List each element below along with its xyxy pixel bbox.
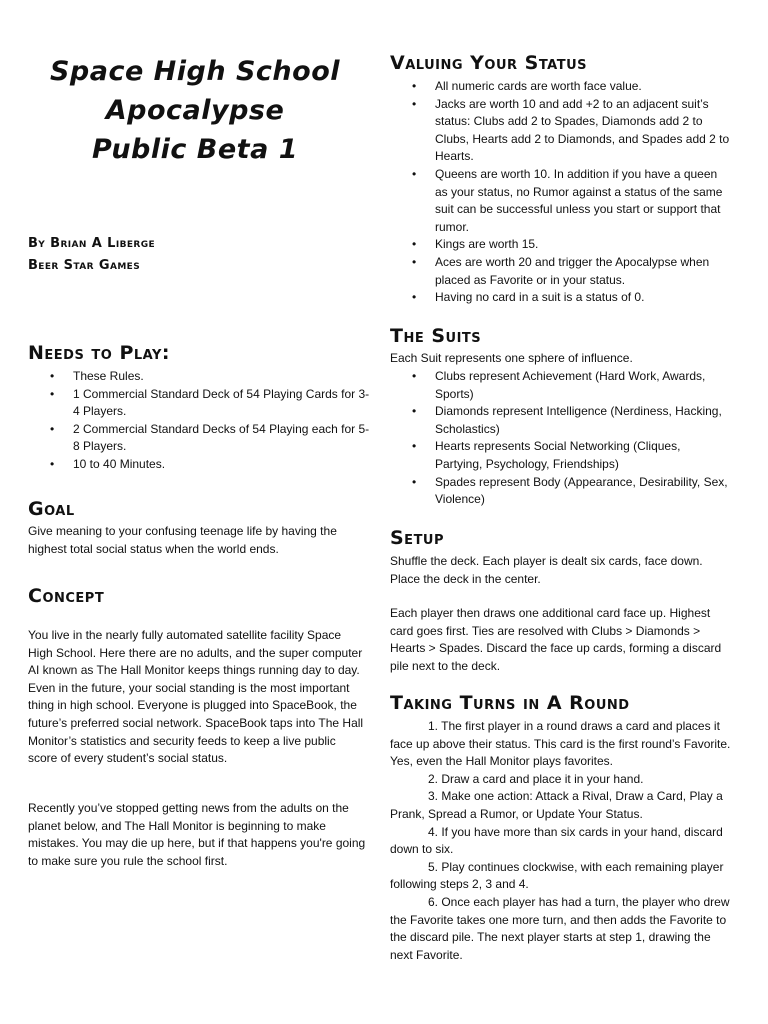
- publisher-name: Beer Star Games: [28, 258, 141, 273]
- title-line-1: Space High School: [49, 56, 341, 87]
- list-item: • 2 Commercial Standard Decks of 54 Playing each for 5-8 Players.: [28, 421, 370, 456]
- title-line-3: Public Beta 1: [92, 134, 298, 165]
- needs-heading: Needs to Play:: [28, 342, 171, 364]
- goal-heading: Goal: [28, 498, 75, 520]
- turn-step: 3. Make one action: Attack a Rival, Draw a Card, Play a Prank, Spread a Rumor, or Update Your Status.: [390, 789, 723, 821]
- list-item: • All numeric cards are worth face value.: [390, 78, 730, 96]
- turn-step: 2. Draw a card and place it in your hand.: [428, 771, 644, 786]
- author-name: By Brian A Liberge: [28, 236, 156, 251]
- turns-heading: Taking Turns in A Round: [390, 692, 630, 714]
- setup-paragraph-2: Each player then draws one additional card face up. Highest card goes first. Ties are resolved with Clubs > Diamonds > Hearts > Spades. Discard the face up cards, forming a discard pile next to the deck.: [390, 606, 722, 673]
- title-line-2: Apocalypse: [105, 95, 285, 126]
- list-item: • These Rules.: [28, 368, 370, 386]
- concept-heading: Concept: [28, 585, 105, 607]
- list-item: • Jacks are worth 10 and add +2 to an adjacent suit’s status: Clubs add 2 to Spades, Diamonds add 2 to Clubs, Hearts add 2 to Diamonds, and Spades add 2 to Hearts.: [390, 96, 730, 166]
- turn-step: 5. Play continues clockwise, with each remaining player following steps 2, 3 and 4.: [390, 859, 724, 892]
- list-item: • Kings are worth 15.: [390, 236, 730, 254]
- needs-list: [28, 368, 370, 474]
- concept-paragraph-1: You live in the nearly fully automated satellite facility Space High School. Here there are no adults, and the super computer AI known as The Hall Monitor keeps things running day to day. Even in the future, your social standing is the most important thing in high school. Everyone is plugged into SpaceBook, the future’s preferred social network. SpaceBook taps into The Hall Monitor’s statistics and security feeds to keep a live public score of every student’s social status.: [28, 628, 364, 766]
- valuing-heading: Valuing Your Status: [390, 52, 588, 74]
- turn-step: 1. The first player in a round draws a card and places it face up above their status. This card is the first round’s Favorite. Yes, even the Hall Monitor plays favorites.: [390, 719, 731, 769]
- turns-steps: [390, 718, 735, 964]
- list-item: • Hearts represents Social Networking (Cliques, Partying, Psychology, Friendships): [390, 438, 730, 473]
- list-item: • Having no card in a suit is a status of 0.: [390, 289, 730, 307]
- list-item: • Aces are worth 20 and trigger the Apocalypse when placed as Favorite or in your status.: [390, 254, 730, 289]
- suits-list: [390, 368, 730, 509]
- goal-text: Give meaning to your confusing teenage life by having the highest total social status when the world ends.: [28, 524, 337, 556]
- document-title: [30, 52, 360, 169]
- concept-paragraph-2: Recently you’ve stopped getting news from the adults on the planet below, and The Hall Monitor is beginning to make mistakes. You may die up here, but if that happens you're going to make sure you rule the school first.: [28, 801, 366, 868]
- suits-heading: The Suits: [390, 325, 482, 347]
- turn-step: 6. Once each player has had a turn, the player who drew the Favorite takes one more turn, and then adds the Favorite to the discard pile. The next player starts at step 1, drawing the next Favorite.: [390, 894, 730, 962]
- list-item: • Spades represent Body (Appearance, Desirability, Sex, Violence): [390, 474, 730, 509]
- list-item: • Clubs represent Achievement (Hard Work, Awards, Sports): [390, 368, 730, 403]
- setup-paragraph-1: Shuffle the deck. Each player is dealt six cards, face down. Place the deck in the center.: [390, 554, 703, 586]
- valuing-list: [390, 78, 730, 307]
- list-item: • 10 to 40 Minutes.: [28, 456, 370, 474]
- turn-step: 4. If you have more than six cards in your hand, discard down to six.: [390, 824, 723, 857]
- list-item: • 1 Commercial Standard Deck of 54 Playing Cards for 3-4 Players.: [28, 386, 370, 421]
- byline: [28, 233, 155, 277]
- list-item: • Diamonds represent Intelligence (Nerdiness, Hacking, Scholastics): [390, 403, 730, 438]
- setup-heading: Setup: [390, 527, 445, 549]
- list-item: • Queens are worth 10. In addition if you have a queen as your status, no Rumor against a status of the same suit can be successful unless you start or support that rumor.: [390, 166, 730, 236]
- suits-intro: Each Suit represents one sphere of influence.: [390, 351, 633, 365]
